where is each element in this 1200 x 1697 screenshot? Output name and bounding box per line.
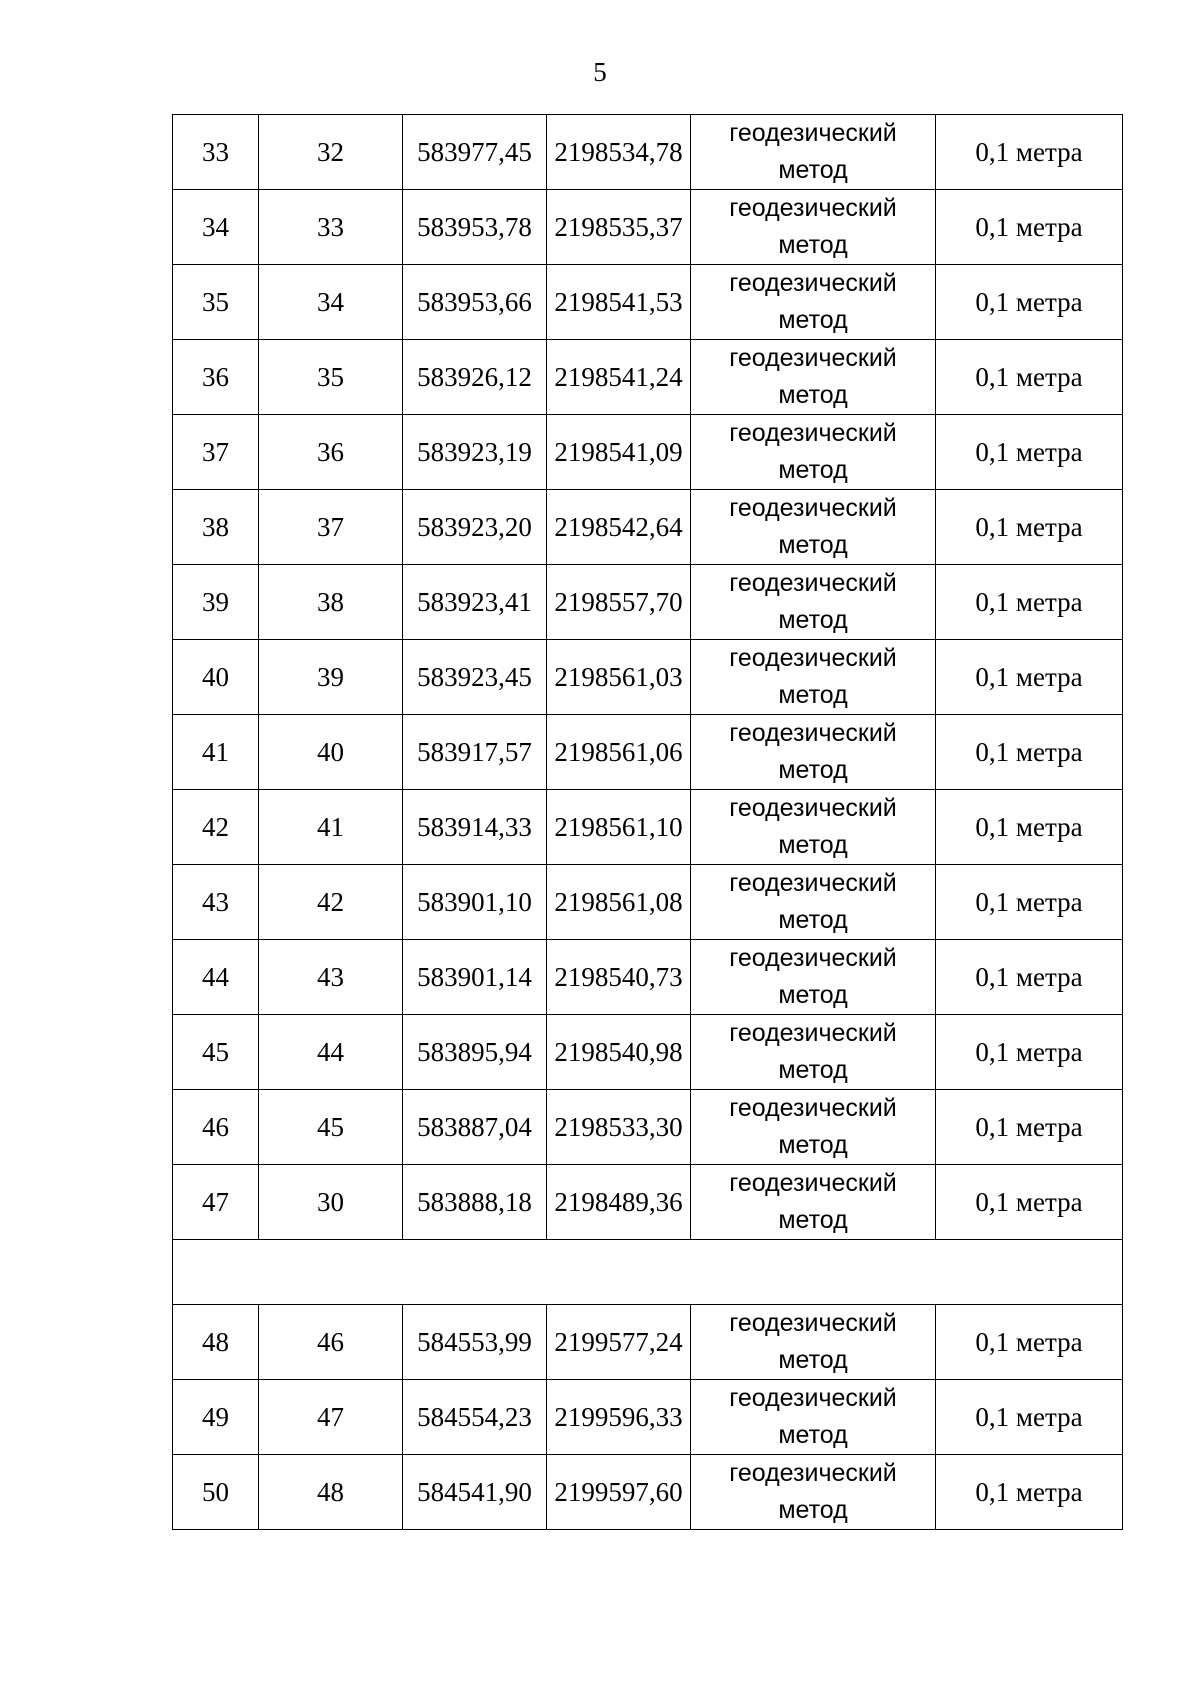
method-text-line1: геодезический <box>729 494 897 522</box>
row-number-cell: 36 <box>173 340 259 415</box>
method-text-line1: геодезический <box>729 269 897 297</box>
method-cell <box>691 940 936 1015</box>
row-number-cell: 48 <box>173 1305 259 1380</box>
table-row <box>173 1455 1123 1530</box>
row-number-cell: 45 <box>173 1015 259 1090</box>
table-row <box>173 565 1123 640</box>
y-coordinate-cell: 2198534,78 <box>547 115 691 190</box>
row-number-cell: 50 <box>173 1455 259 1530</box>
table-row <box>173 115 1123 190</box>
row-number-cell: 38 <box>173 490 259 565</box>
table-row <box>173 940 1123 1015</box>
method-text-line1: геодезический <box>729 1384 897 1412</box>
point-number-cell: 33 <box>259 190 403 265</box>
method-cell <box>691 1455 936 1530</box>
method-text-line1: геодезический <box>729 344 897 372</box>
method-text-line1: геодезический <box>729 1459 897 1487</box>
method-text-line2: метод <box>778 831 848 859</box>
method-cell <box>691 340 936 415</box>
row-number-cell: 39 <box>173 565 259 640</box>
method-cell <box>691 565 936 640</box>
accuracy-cell: 0,1 метра <box>936 1305 1123 1380</box>
method-text-line2: метод <box>778 756 848 784</box>
point-number-cell: 41 <box>259 790 403 865</box>
table-row <box>173 340 1123 415</box>
method-text-line2: метод <box>778 1056 848 1084</box>
method-text-line1: геодезический <box>729 644 897 672</box>
point-number-cell: 32 <box>259 115 403 190</box>
x-coordinate-cell: 583926,12 <box>403 340 547 415</box>
separator-cell <box>173 1240 1123 1305</box>
method-text-line1: геодезический <box>729 1309 897 1337</box>
point-number-cell: 37 <box>259 490 403 565</box>
row-number-cell: 37 <box>173 415 259 490</box>
table-row <box>173 715 1123 790</box>
method-text-line1: геодезический <box>729 119 897 147</box>
table-row <box>173 640 1123 715</box>
method-cell <box>691 1165 936 1240</box>
method-text-line1: геодезический <box>729 1094 897 1122</box>
y-coordinate-cell: 2198557,70 <box>547 565 691 640</box>
y-coordinate-cell: 2198535,37 <box>547 190 691 265</box>
method-cell <box>691 1380 936 1455</box>
method-text-line2: метод <box>778 1131 848 1159</box>
accuracy-cell: 0,1 метра <box>936 565 1123 640</box>
method-text-line2: метод <box>778 531 848 559</box>
row-number-cell: 33 <box>173 115 259 190</box>
row-number-cell: 46 <box>173 1090 259 1165</box>
method-cell <box>691 1305 936 1380</box>
method-text-line1: геодезический <box>729 194 897 222</box>
method-cell <box>691 790 936 865</box>
accuracy-cell: 0,1 метра <box>936 1090 1123 1165</box>
x-coordinate-cell: 583914,33 <box>403 790 547 865</box>
y-coordinate-cell: 2198561,03 <box>547 640 691 715</box>
row-number-cell: 49 <box>173 1380 259 1455</box>
coordinates-table-body <box>173 115 1123 1530</box>
point-number-cell: 39 <box>259 640 403 715</box>
method-text-line2: метод <box>778 381 848 409</box>
accuracy-cell: 0,1 метра <box>936 1165 1123 1240</box>
y-coordinate-cell: 2198541,09 <box>547 415 691 490</box>
x-coordinate-cell: 583895,94 <box>403 1015 547 1090</box>
method-text-line2: метод <box>778 906 848 934</box>
point-number-cell: 45 <box>259 1090 403 1165</box>
accuracy-cell: 0,1 метра <box>936 415 1123 490</box>
method-cell <box>691 715 936 790</box>
row-number-cell: 41 <box>173 715 259 790</box>
y-coordinate-cell: 2198541,24 <box>547 340 691 415</box>
accuracy-cell: 0,1 метра <box>936 715 1123 790</box>
accuracy-cell: 0,1 метра <box>936 1015 1123 1090</box>
method-cell <box>691 1090 936 1165</box>
method-text-line2: метод <box>778 1421 848 1449</box>
row-number-cell: 42 <box>173 790 259 865</box>
x-coordinate-cell: 583977,45 <box>403 115 547 190</box>
accuracy-cell: 0,1 метра <box>936 940 1123 1015</box>
x-coordinate-cell: 583953,66 <box>403 265 547 340</box>
accuracy-cell: 0,1 метра <box>936 190 1123 265</box>
point-number-cell: 43 <box>259 940 403 1015</box>
table-row <box>173 1305 1123 1380</box>
method-text-line2: метод <box>778 456 848 484</box>
y-coordinate-cell: 2198561,10 <box>547 790 691 865</box>
x-coordinate-cell: 583923,45 <box>403 640 547 715</box>
point-number-cell: 35 <box>259 340 403 415</box>
table-row <box>173 1165 1123 1240</box>
method-cell <box>691 115 936 190</box>
method-text-line1: геодезический <box>729 1019 897 1047</box>
method-cell <box>691 865 936 940</box>
x-coordinate-cell: 584541,90 <box>403 1455 547 1530</box>
method-text-line2: метод <box>778 1206 848 1234</box>
row-number-cell: 40 <box>173 640 259 715</box>
row-number-cell: 47 <box>173 1165 259 1240</box>
y-coordinate-cell: 2198561,08 <box>547 865 691 940</box>
table-row <box>173 1380 1123 1455</box>
method-text-line2: метод <box>778 981 848 1009</box>
accuracy-cell: 0,1 метра <box>936 640 1123 715</box>
point-number-cell: 36 <box>259 415 403 490</box>
method-text-line2: метод <box>778 1346 848 1374</box>
y-coordinate-cell: 2198533,30 <box>547 1090 691 1165</box>
method-cell <box>691 190 936 265</box>
y-coordinate-cell: 2198541,53 <box>547 265 691 340</box>
y-coordinate-cell: 2198561,06 <box>547 715 691 790</box>
accuracy-cell: 0,1 метра <box>936 1380 1123 1455</box>
method-cell <box>691 265 936 340</box>
point-number-cell: 42 <box>259 865 403 940</box>
table-row <box>173 490 1123 565</box>
table-row <box>173 1015 1123 1090</box>
page-number: 5 <box>593 57 607 87</box>
table-row <box>173 415 1123 490</box>
x-coordinate-cell: 583923,20 <box>403 490 547 565</box>
x-coordinate-cell: 583901,10 <box>403 865 547 940</box>
coordinates-table <box>172 114 1123 1530</box>
method-text-line2: метод <box>778 231 848 259</box>
x-coordinate-cell: 584553,99 <box>403 1305 547 1380</box>
method-cell <box>691 415 936 490</box>
y-coordinate-cell: 2198540,98 <box>547 1015 691 1090</box>
x-coordinate-cell: 584554,23 <box>403 1380 547 1455</box>
accuracy-cell: 0,1 метра <box>936 265 1123 340</box>
method-text-line2: метод <box>778 681 848 709</box>
point-number-cell: 48 <box>259 1455 403 1530</box>
point-number-cell: 44 <box>259 1015 403 1090</box>
x-coordinate-cell: 583917,57 <box>403 715 547 790</box>
row-number-cell: 34 <box>173 190 259 265</box>
row-number-cell: 43 <box>173 865 259 940</box>
accuracy-cell: 0,1 метра <box>936 115 1123 190</box>
table-row <box>173 865 1123 940</box>
table-row <box>173 190 1123 265</box>
method-text-line2: метод <box>778 606 848 634</box>
y-coordinate-cell: 2198540,73 <box>547 940 691 1015</box>
table-separator-row <box>173 1240 1123 1305</box>
row-number-cell: 44 <box>173 940 259 1015</box>
x-coordinate-cell: 583887,04 <box>403 1090 547 1165</box>
method-text-line2: метод <box>778 1496 848 1524</box>
table-row <box>173 790 1123 865</box>
y-coordinate-cell: 2198542,64 <box>547 490 691 565</box>
method-cell <box>691 640 936 715</box>
accuracy-cell: 0,1 метра <box>936 790 1123 865</box>
point-number-cell: 38 <box>259 565 403 640</box>
y-coordinate-cell: 2198489,36 <box>547 1165 691 1240</box>
method-text-line1: геодезический <box>729 869 897 897</box>
x-coordinate-cell: 583923,19 <box>403 415 547 490</box>
y-coordinate-cell: 2199596,33 <box>547 1380 691 1455</box>
x-coordinate-cell: 583923,41 <box>403 565 547 640</box>
method-cell <box>691 490 936 565</box>
method-text-line1: геодезический <box>729 944 897 972</box>
method-text-line2: метод <box>778 156 848 184</box>
point-number-cell: 46 <box>259 1305 403 1380</box>
method-text-line1: геодезический <box>729 719 897 747</box>
accuracy-cell: 0,1 метра <box>936 865 1123 940</box>
accuracy-cell: 0,1 метра <box>936 490 1123 565</box>
point-number-cell: 47 <box>259 1380 403 1455</box>
accuracy-cell: 0,1 метра <box>936 340 1123 415</box>
method-cell <box>691 1015 936 1090</box>
method-text-line1: геодезический <box>729 419 897 447</box>
x-coordinate-cell: 583901,14 <box>403 940 547 1015</box>
accuracy-cell: 0,1 метра <box>936 1455 1123 1530</box>
method-text-line1: геодезический <box>729 1169 897 1197</box>
table-row <box>173 1090 1123 1165</box>
point-number-cell: 34 <box>259 265 403 340</box>
method-text-line1: геодезический <box>729 794 897 822</box>
method-text-line1: геодезический <box>729 569 897 597</box>
point-number-cell: 40 <box>259 715 403 790</box>
table-row <box>173 265 1123 340</box>
point-number-cell: 30 <box>259 1165 403 1240</box>
x-coordinate-cell: 583953,78 <box>403 190 547 265</box>
x-coordinate-cell: 583888,18 <box>403 1165 547 1240</box>
method-text-line2: метод <box>778 306 848 334</box>
row-number-cell: 35 <box>173 265 259 340</box>
y-coordinate-cell: 2199597,60 <box>547 1455 691 1530</box>
y-coordinate-cell: 2199577,24 <box>547 1305 691 1380</box>
